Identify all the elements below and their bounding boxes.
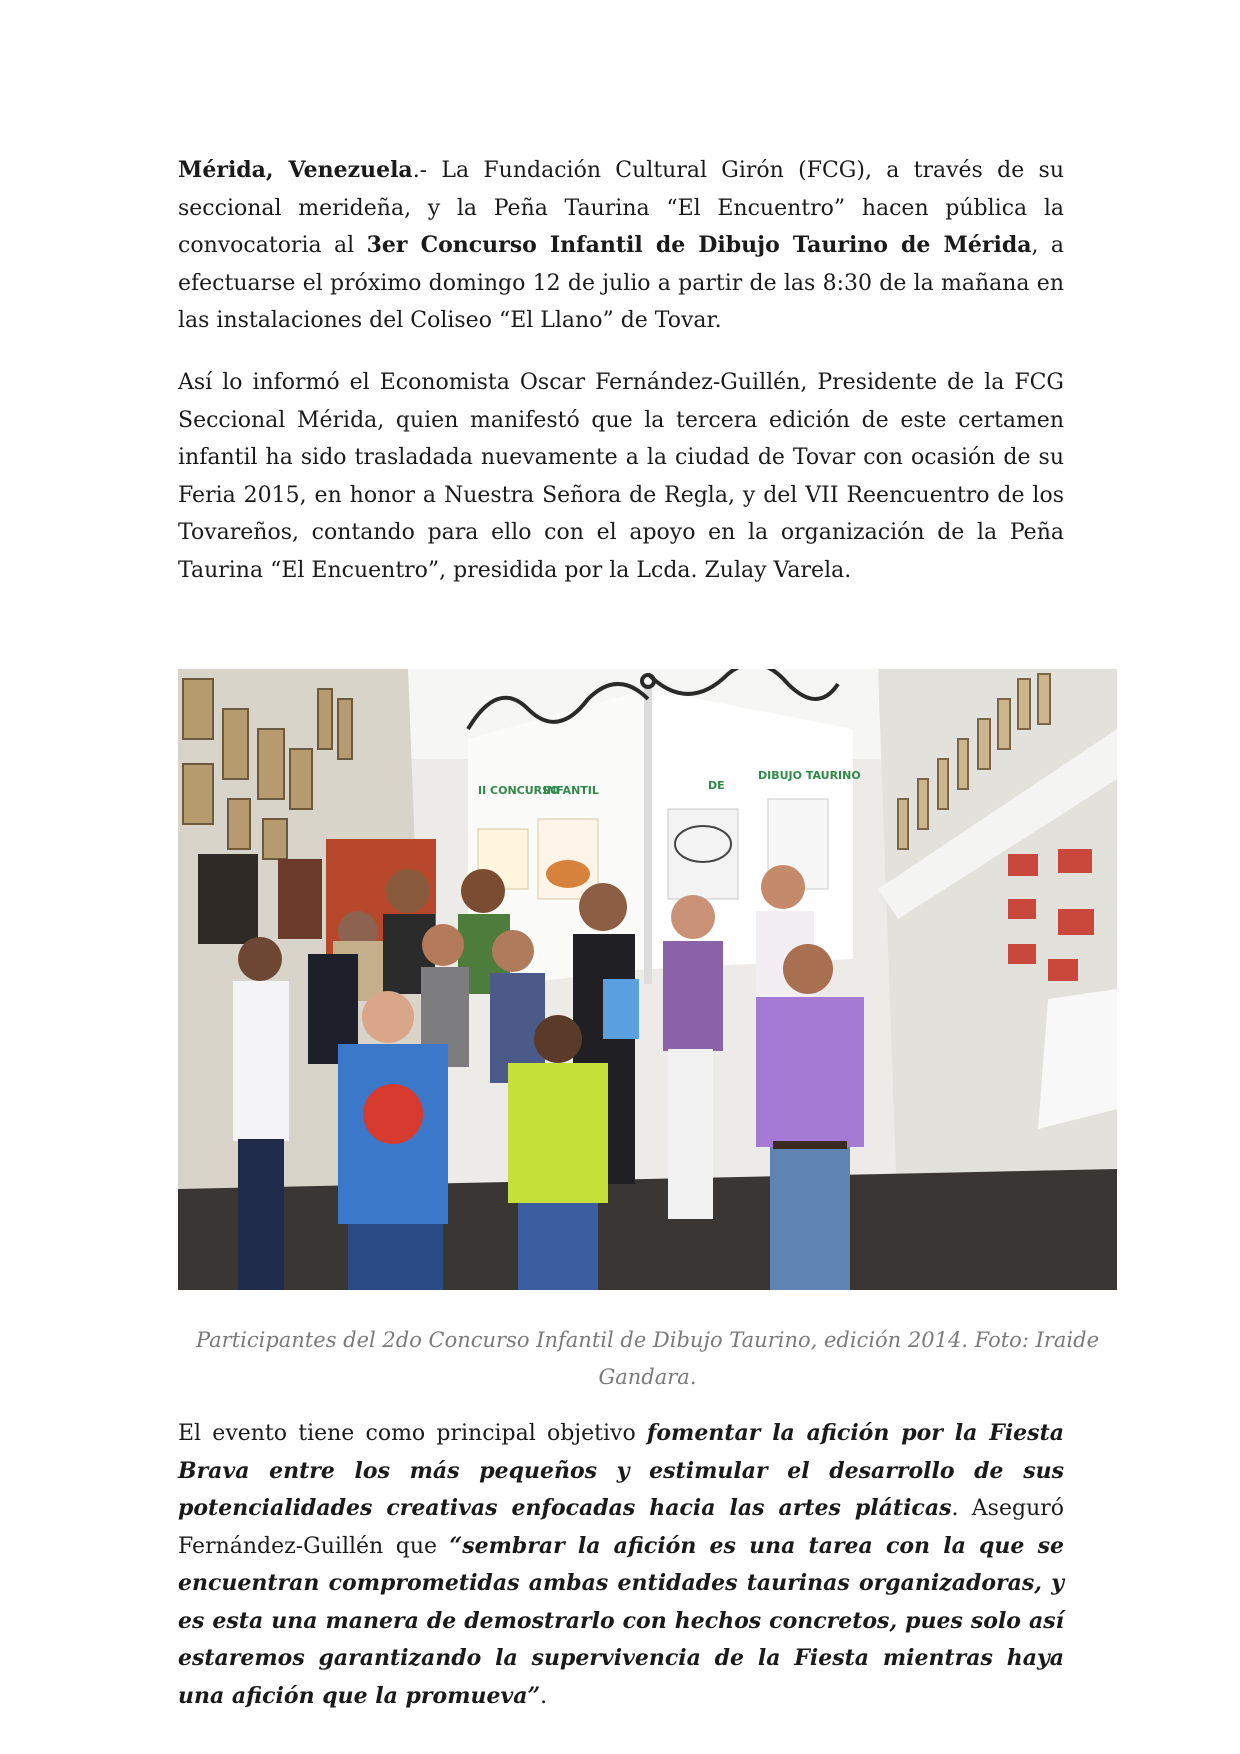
objective-text-a: El evento tiene como principal objetivo [178,1421,647,1446]
quote-emphasis: “sembrar la afición es una tarea con la que se encuentran comprometidas ambas entidades taurinas organizadoras, y es esta una manera de demostrarlo con hechos concretos, pues solo así estaremos garantizando la supervivencia de la Fiesta mientras haya una afición que la promueva” [178,1532,1064,1709]
objective-text-c: . [540,1683,548,1709]
panel-word-3: DE [708,779,725,792]
panel-word-1: II CONCURSO [478,784,560,797]
paragraph-objective [178,1415,1064,1715]
contest-name: 3er Concurso Infantil de Dibujo Taurino de Mérida [366,232,1032,258]
panel-word-4: DIBUJO TAURINO [758,769,861,782]
photo-caption: Participantes del 2do Concurso Infantil de Dibujo Taurino, edición 2014. Foto: Iraide Gandara. [195,1328,1100,1389]
intro-text-b: , a efectuarse el próximo domingo 12 de julio a partir de las 8:30 de la mañana en las instalaciones del Coliseo “El Llano” de Tovar. [178,233,1064,333]
objective-text-b: . Aseguró Fernández-Guillén que [178,1496,1064,1559]
paragraph-president: Así lo informó el Economista Oscar Fernández-Guillén, Presidente de la FCG Seccional Mérida, quien manifestó que la tercera edición de este certamen infantil ha sido trasladada nuevamente a la ciudad de Tovar con ocasión de su Feria 2015, en honor a Nuestra Señora de Regla, y del VII Reencuentro de los Tovareños, contando para ello con el apoyo en la organización de la Peña Taurina “El Encuentro”, presidida por la Lcda. Zulay Varela. [178,370,1064,583]
intro-text-a: .- La Fundación Cultural Girón (FCG), a través de su seccional merideña, y la Peña Taurina “El Encuentro” hacen pública la convocatoria al [178,158,1064,258]
panel-word-2: INFANTIL [543,784,599,797]
paragraph-intro [178,152,1064,340]
dateline: Mérida, Venezuela [178,157,413,183]
objective-emphasis: fomentar la afición por la Fiesta Brava entre los más pequeños y estimular el desarrollo de sus potencialidades creativas enfocadas hacia las artes pláticas [178,1420,1064,1521]
participants-photo [178,669,1117,1290]
